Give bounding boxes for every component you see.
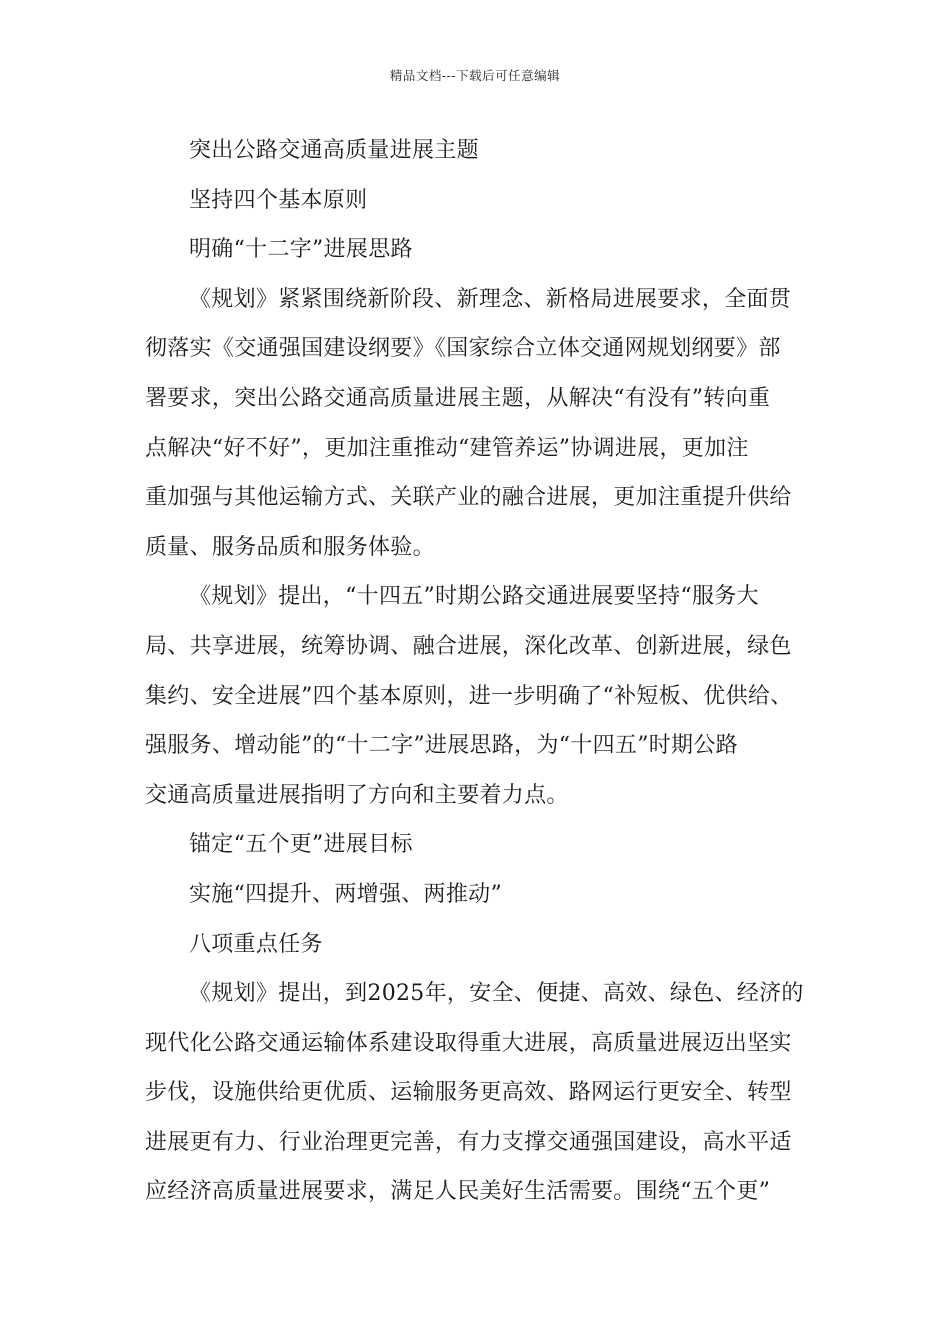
text-line: 步伐，设施供给更优质、运输服务更高效、路网运行更安全、转型 <box>145 1080 792 1106</box>
text-line: 明确“十二字”进展思路 <box>189 237 413 263</box>
text-line: 实施“四提升、两增强、两推动” <box>189 881 502 907</box>
text-line: 点解决“好不好”，更加注重推动“建管养运”协调进展，更加注 <box>145 435 749 461</box>
text-line: 彻落实《交通强国建设纲要》《国家综合立体交通网规划纲要》部 <box>145 336 781 362</box>
text-line: 八项重点任务 <box>189 931 323 957</box>
text-line: 《规划》提出，“十四五”时期公路交通进展要坚持“服务大 <box>189 584 759 610</box>
document-body <box>145 126 835 1217</box>
text-line: 强服务、增动能”的“十二字”进展思路，为“十四五”时期公路 <box>145 733 738 759</box>
page-header: 精品文档---下载后可任意编辑 <box>389 68 561 83</box>
text-line: 《规划》提出，到2025年，安全、便捷、高效、绿色、经济的 <box>189 981 804 1007</box>
text-line: 突出公路交通高质量进展主题 <box>189 138 479 163</box>
text-line: 坚持四个基本原则 <box>189 187 368 213</box>
text-line: 《规划》紧紧围绕新阶段、新理念、新格局进展要求，全面贯 <box>189 286 792 312</box>
text-line: 集约、安全进展”四个基本原则，进一步明确了“补短板、优供给、 <box>145 683 793 709</box>
text-line: 交通高质量进展指明了方向和主要着力点。 <box>145 782 569 808</box>
text-line: 局、共享进展，统筹协调、融合进展，深化改革、创新进展，绿色 <box>145 633 792 659</box>
text-line: 署要求，突出公路交通高质量进展主题，从解决“有没有”转向重 <box>145 385 771 411</box>
text-line: 应经济高质量进展要求，满足人民美好生活需要。围绕“五个更” <box>145 1179 771 1205</box>
text-line: 进展更有力、行业治理更完善，有力支撑交通强国建设，高水平适 <box>145 1129 792 1155</box>
text-line: 现代化公路交通运输体系建设取得重大进展，高质量进展迈出坚实 <box>145 1030 792 1056</box>
text-line: 锚定“五个更”进展目标 <box>189 832 413 858</box>
text-line: 质量、服务品质和服务体验。 <box>145 534 435 560</box>
text-line: 重加强与其他运输方式、关联产业的融合进展，更加注重提升供给 <box>145 485 792 511</box>
